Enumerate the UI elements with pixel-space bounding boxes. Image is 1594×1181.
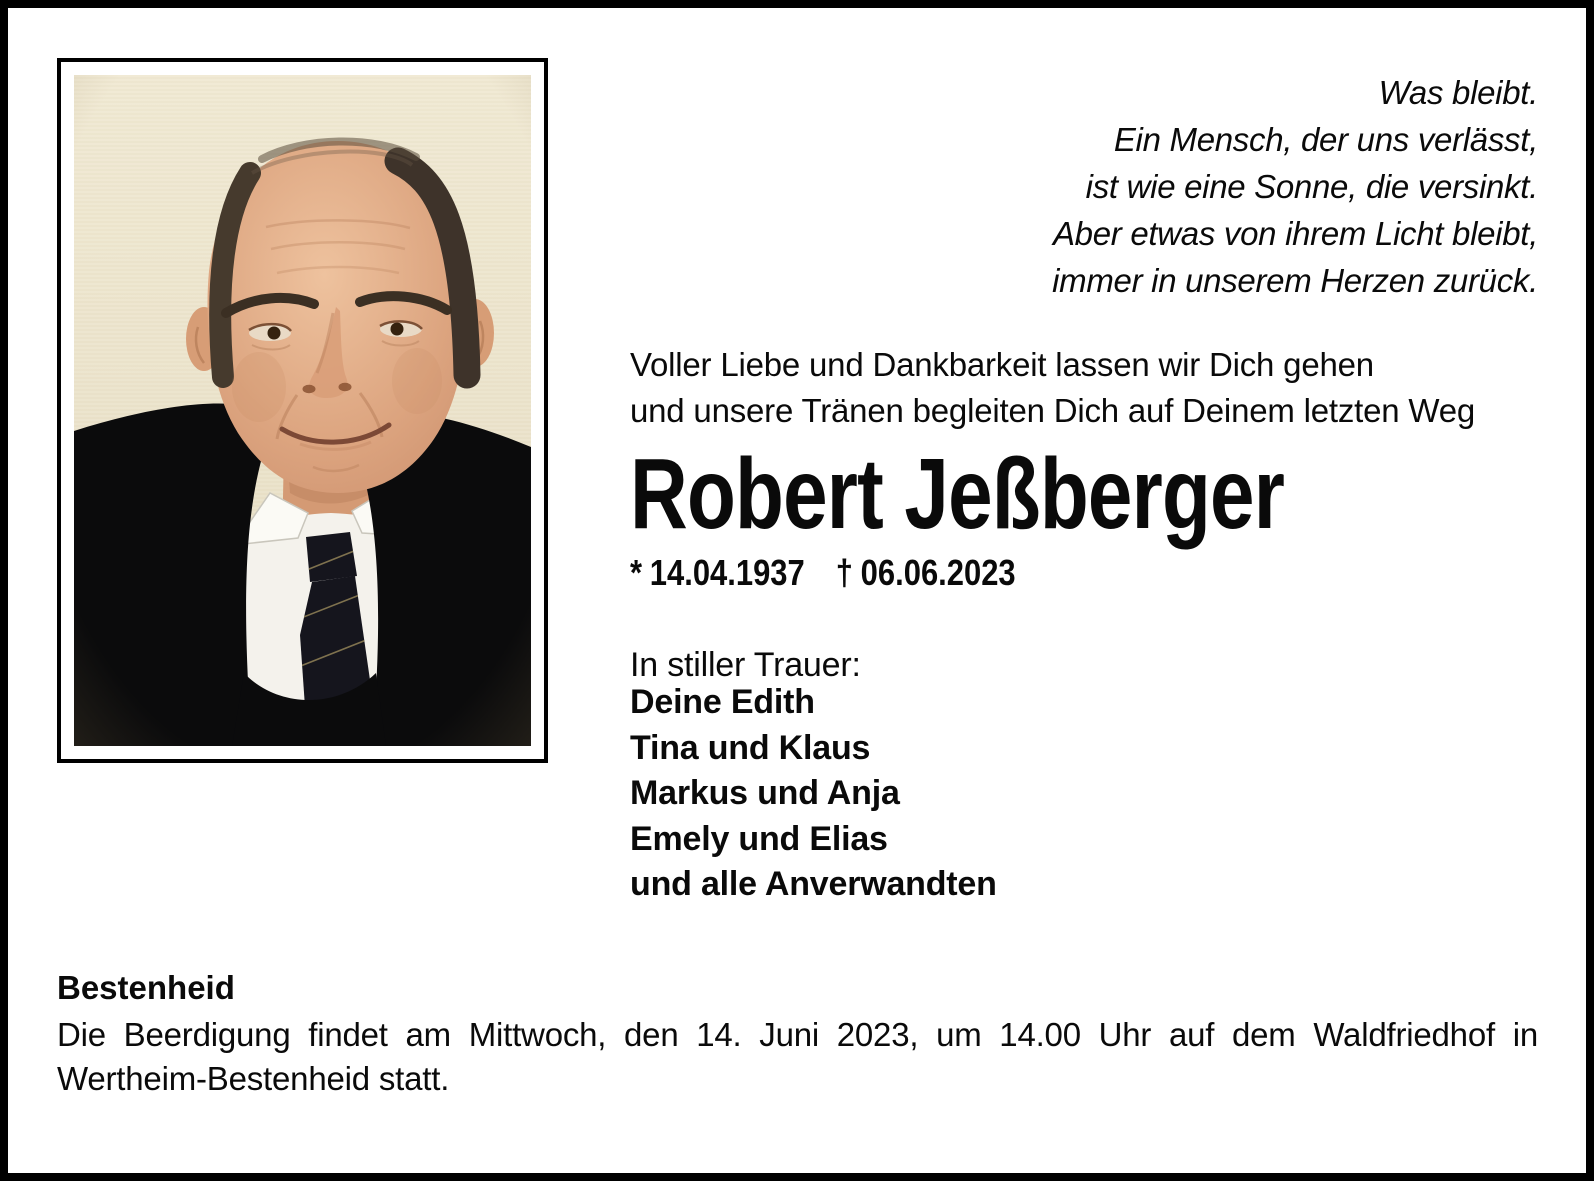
farewell-intro-line: Voller Liebe und Dankbarkeit lassen wir Dich gehen (630, 346, 1374, 383)
deceased-name-row (630, 439, 1448, 549)
mourner-name: Deine Edith (630, 683, 815, 721)
birth-symbol: * (630, 552, 643, 593)
funeral-announcement-line: Wertheim-Bestenheid statt. (57, 1060, 450, 1097)
birth-date: 14.04.1937 (649, 552, 805, 593)
poem-line: immer in unserem Herzen zurück. (1052, 262, 1538, 299)
farewell-intro-line: und unsere Tränen begleiten Dich auf Deinem letzten Weg (630, 392, 1476, 429)
poem-line: Was bleibt. (1378, 74, 1538, 111)
poem-line: Aber etwas von ihrem Licht bleibt, (1052, 215, 1538, 252)
funeral-announcement-line: Die Beerdigung findet am Mittwoch, den 14. Juni 2023, um 14.00 Uhr auf dem Waldfriedhof in (57, 1016, 1538, 1053)
mourner-name: Emely und Elias (630, 819, 888, 858)
location-heading: Bestenheid (57, 969, 235, 1006)
mourner-name: Tina und Klaus (630, 728, 871, 767)
life-dates (630, 553, 1078, 593)
poem (1052, 69, 1538, 304)
photo-vignette (74, 75, 531, 746)
death-date: 06.06.2023 (860, 552, 1016, 593)
mourning-heading: In stiller Trauer: (630, 646, 861, 684)
death-group (836, 552, 1016, 593)
mourner-name: und alle Anverwandten (630, 865, 997, 903)
funeral-announcement (57, 1013, 1538, 1101)
farewell-intro (630, 342, 1475, 434)
portrait-photo (74, 75, 531, 746)
death-symbol: † (835, 552, 853, 593)
birth-group (630, 552, 805, 593)
poem-line: ist wie eine Sonne, die versinkt. (1085, 168, 1538, 205)
portrait-photo-frame (57, 58, 548, 763)
deceased-name: Robert Jeßberger (630, 438, 1285, 550)
poem-line: Ein Mensch, der uns verlässt, (1113, 121, 1538, 158)
mourner-name: Markus und Anja (630, 774, 900, 812)
mourners-list (630, 680, 997, 908)
